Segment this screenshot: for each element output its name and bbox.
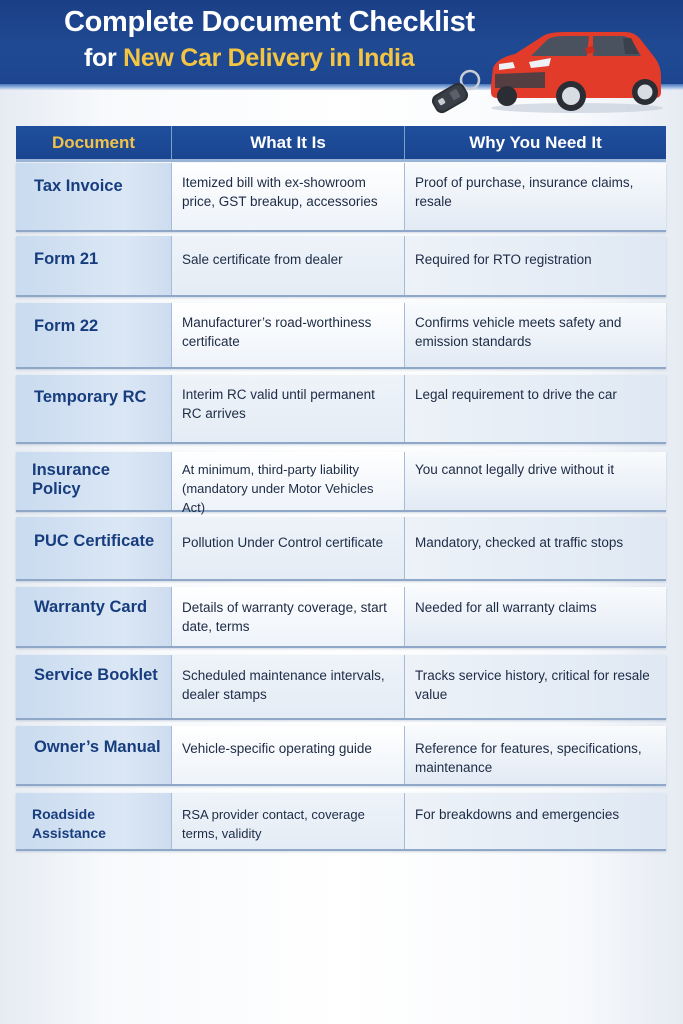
document-what: Pollution Under Control certificate (172, 517, 405, 579)
table-row (16, 303, 666, 369)
document-why: Required for RTO registration (405, 236, 666, 295)
document-what: Scheduled maintenance intervals, dealer stamps (172, 655, 405, 718)
title-prefix: for (84, 44, 124, 72)
document-why: You cannot legally drive without it (405, 452, 666, 510)
document-why: Mandatory, checked at traffic stops (405, 517, 666, 579)
document-what: Details of warranty coverage, start date, terms (172, 587, 405, 646)
title-line-2 (84, 44, 414, 73)
document-name: PUC Certificate (16, 517, 172, 579)
document-name: Temporary RC (16, 375, 172, 442)
document-name: Roadside Assistance (16, 793, 172, 849)
table-header (16, 126, 666, 162)
column-header-document: Document (16, 126, 172, 159)
document-name: Tax Invoice (16, 163, 172, 230)
document-what: Vehicle-specific operating guide (172, 726, 405, 784)
document-why: For breakdowns and emergencies (405, 793, 666, 849)
column-header-why: Why You Need It (469, 132, 602, 152)
document-why: Reference for features, specifications, maintenance (405, 726, 666, 784)
document-what: Sale certificate from dealer (172, 236, 405, 295)
column-header-what: What It Is (172, 126, 405, 159)
table-row (16, 236, 666, 297)
document-what: Manufacturer’s road-worthiness certificate (172, 303, 405, 367)
table-row (16, 163, 666, 232)
document-what: Itemized bill with ex-showroom price, GST breakup, accessories (172, 163, 405, 230)
document-name: Warranty Card (16, 587, 172, 646)
table-row (16, 452, 666, 515)
document-why: Legal requirement to drive the car (405, 375, 666, 442)
title-line-1: Complete Document Checklist (64, 6, 475, 38)
document-why: Tracks service history, critical for resale value (405, 655, 666, 718)
table-row (16, 517, 666, 581)
car-key-icon (428, 66, 490, 116)
document-why: Needed for all warranty claims (405, 587, 666, 646)
document-name: Owner’s Manual (16, 726, 172, 784)
document-what: At minimum, third-party liability (mandatory under Motor Vehicles Act) (172, 452, 405, 510)
document-name: Form 21 (16, 236, 172, 295)
document-what: Interim RC valid until permanent RC arrives (172, 375, 405, 442)
table-row (16, 793, 666, 851)
document-name: Insurance Policy (16, 452, 172, 510)
document-checklist-table (16, 126, 666, 841)
car-icon (485, 28, 665, 114)
table-row (16, 655, 666, 720)
document-why: Confirms vehicle meets safety and emission standards (405, 303, 666, 367)
table-row (16, 726, 666, 786)
document-name: Service Booklet (16, 655, 172, 718)
table-row (16, 587, 666, 648)
table-row (16, 375, 666, 444)
document-name: Form 22 (16, 303, 172, 367)
title-highlight: New Car Delivery in India (123, 44, 415, 72)
document-what: RSA provider contact, coverage terms, validity (172, 793, 405, 849)
document-why: Proof of purchase, insurance claims, resale (405, 163, 666, 230)
